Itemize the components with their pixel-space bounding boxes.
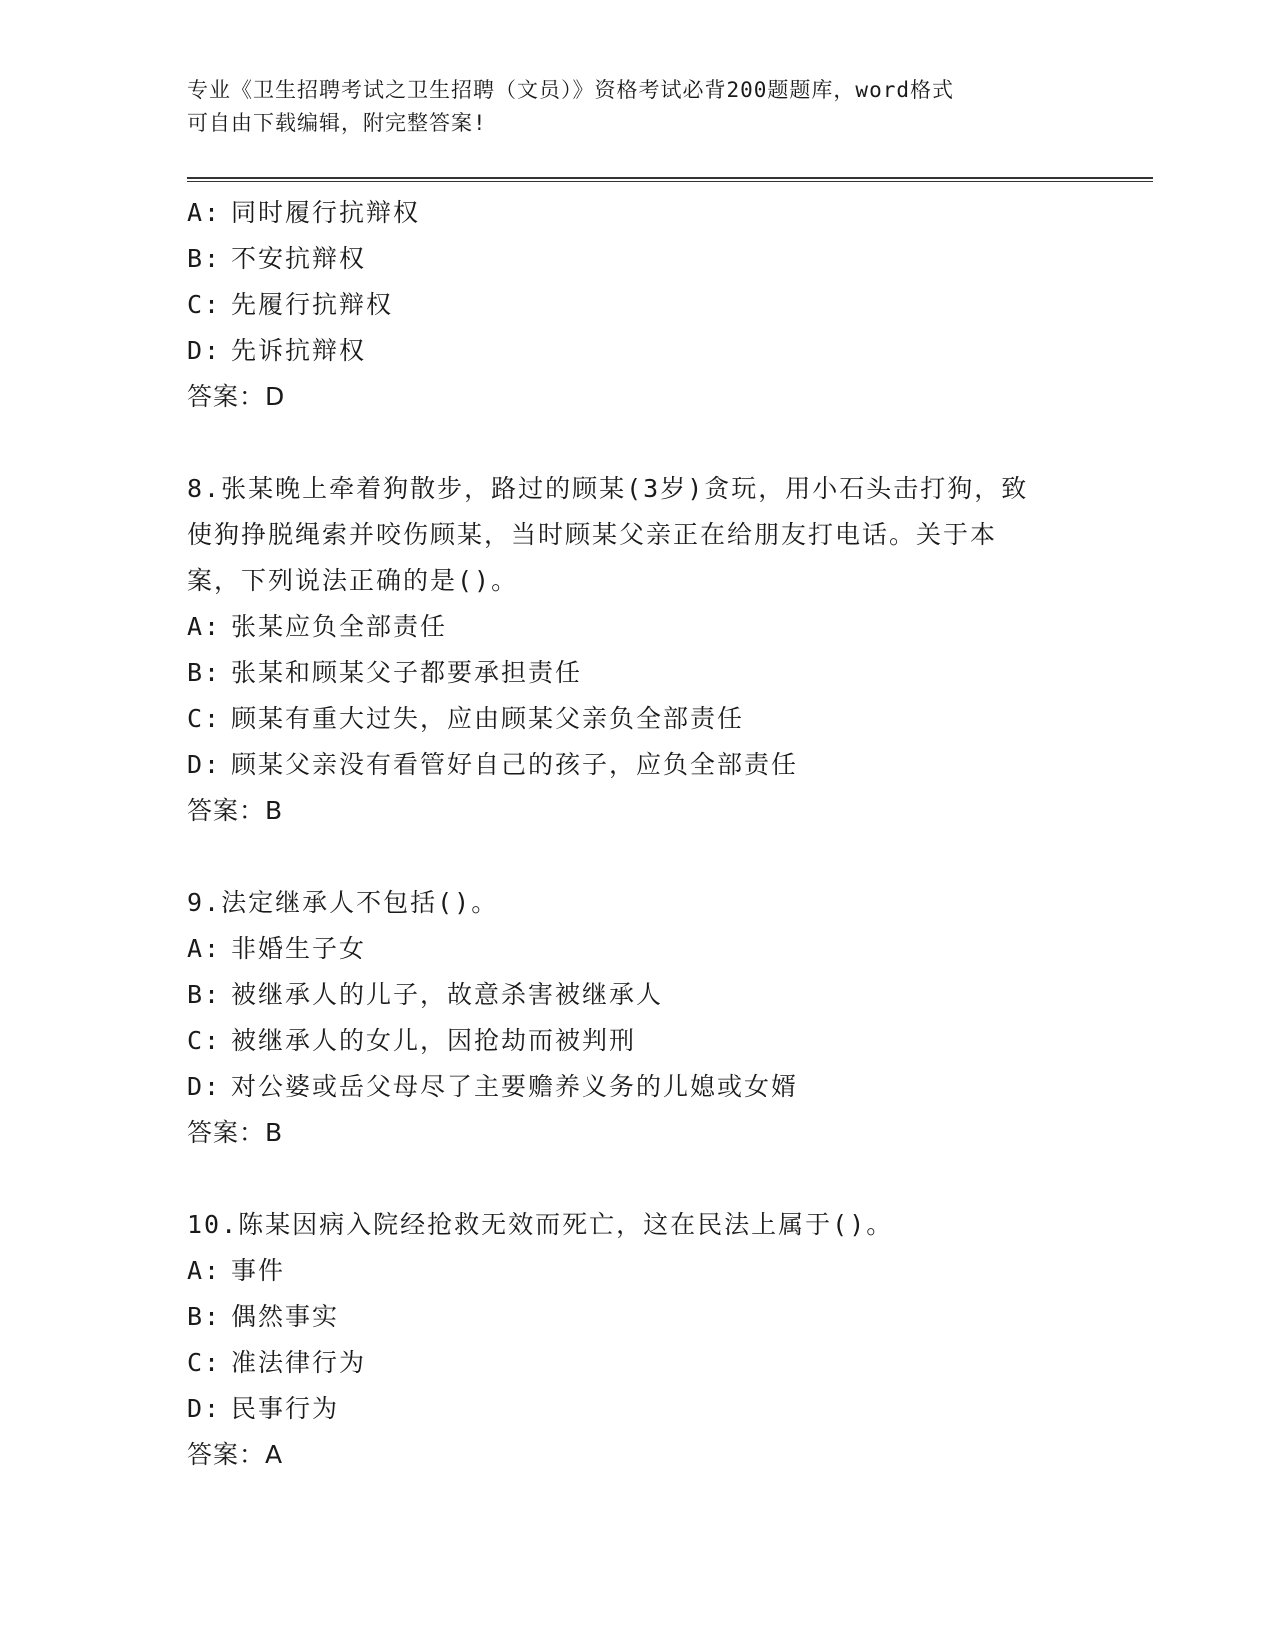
question-stem-line: 8.张某晚上牵着狗散步，路过的顾某(3岁)贪玩，用小石头击打狗，致 <box>187 474 1029 503</box>
option-text: 顾某父亲没有看管好自己的孩子，应负全部责任 <box>231 750 799 779</box>
option-letter: A: <box>187 612 222 641</box>
option-letter: B: <box>187 980 222 1009</box>
spacer <box>187 834 1087 880</box>
option-letter: C: <box>187 704 222 733</box>
option-b <box>187 236 1087 282</box>
option-d <box>187 742 1087 788</box>
question-list <box>187 190 1087 1478</box>
option-letter: C: <box>187 1348 222 1377</box>
option-letter: D: <box>187 1072 222 1101</box>
option-text: 张某和顾某父子都要承担责任 <box>231 658 583 687</box>
option-d <box>187 328 1087 374</box>
question-stem-line: 10.陈某因病入院经抢救无效而死亡，这在民法上属于()。 <box>187 1210 894 1239</box>
option-text: 被继承人的女儿，因抢劫而被判刑 <box>231 1026 637 1055</box>
option-text: 不安抗辩权 <box>231 244 367 273</box>
question-stem-line: 使狗挣脱绳索并咬伤顾某，当时顾某父亲正在给朋友打电话。关于本 <box>187 520 998 549</box>
option-b <box>187 972 1087 1018</box>
option-text: 被继承人的儿子，故意杀害被继承人 <box>231 980 664 1009</box>
option-text: 对公婆或岳父母尽了主要赡养义务的儿媳或女婿 <box>231 1072 799 1101</box>
option-letter: D: <box>187 1394 222 1423</box>
header-divider <box>187 177 1153 182</box>
option-a <box>187 604 1087 650</box>
option-letter: C: <box>187 1026 222 1055</box>
option-text: 非婚生子女 <box>231 934 367 963</box>
option-c <box>187 696 1087 742</box>
option-text: 准法律行为 <box>231 1348 367 1377</box>
question-10 <box>187 1202 1087 1478</box>
option-letter: D: <box>187 336 222 365</box>
option-c <box>187 1340 1087 1386</box>
option-letter: A: <box>187 1256 222 1285</box>
question-7-tail <box>187 190 1087 420</box>
option-text: 民事行为 <box>231 1394 340 1423</box>
option-text: 先诉抗辩权 <box>231 336 367 365</box>
option-letter: C: <box>187 290 222 319</box>
header-line-1: 专业《卫生招聘考试之卫生招聘（文员）》资格考试必背200题题库，word格式 <box>187 78 954 102</box>
question-9 <box>187 880 1087 1156</box>
option-text: 顾某有重大过失，应由顾某父亲负全部责任 <box>231 704 745 733</box>
option-b <box>187 650 1087 696</box>
option-letter: B: <box>187 1302 222 1331</box>
option-text: 先履行抗辩权 <box>231 290 394 319</box>
answer: 答案：B <box>187 796 284 825</box>
question-stem-line: 9.法定继承人不包括()。 <box>187 888 499 917</box>
question-stem-line: 案，下列说法正确的是()。 <box>187 566 519 595</box>
option-text: 同时履行抗辩权 <box>231 198 421 227</box>
option-a <box>187 926 1087 972</box>
question-8 <box>187 466 1087 834</box>
spacer <box>187 1156 1087 1202</box>
option-c <box>187 1018 1087 1064</box>
option-d <box>187 1064 1087 1110</box>
option-a <box>187 1248 1087 1294</box>
option-b <box>187 1294 1087 1340</box>
option-c <box>187 282 1087 328</box>
option-letter: B: <box>187 658 222 687</box>
option-text: 事件 <box>231 1256 286 1285</box>
option-letter: A: <box>187 198 222 227</box>
document-header <box>187 74 1087 140</box>
answer: 答案：D <box>187 382 286 411</box>
option-letter: B: <box>187 244 222 273</box>
spacer <box>187 420 1087 466</box>
option-letter: A: <box>187 934 222 963</box>
option-d <box>187 1386 1087 1432</box>
answer: 答案：A <box>187 1440 284 1469</box>
option-a <box>187 190 1087 236</box>
answer: 答案：B <box>187 1118 284 1147</box>
option-text: 张某应负全部责任 <box>231 612 448 641</box>
option-text: 偶然事实 <box>231 1302 340 1331</box>
header-line-2: 可自由下载编辑，附完整答案! <box>187 111 487 135</box>
option-letter: D: <box>187 750 222 779</box>
